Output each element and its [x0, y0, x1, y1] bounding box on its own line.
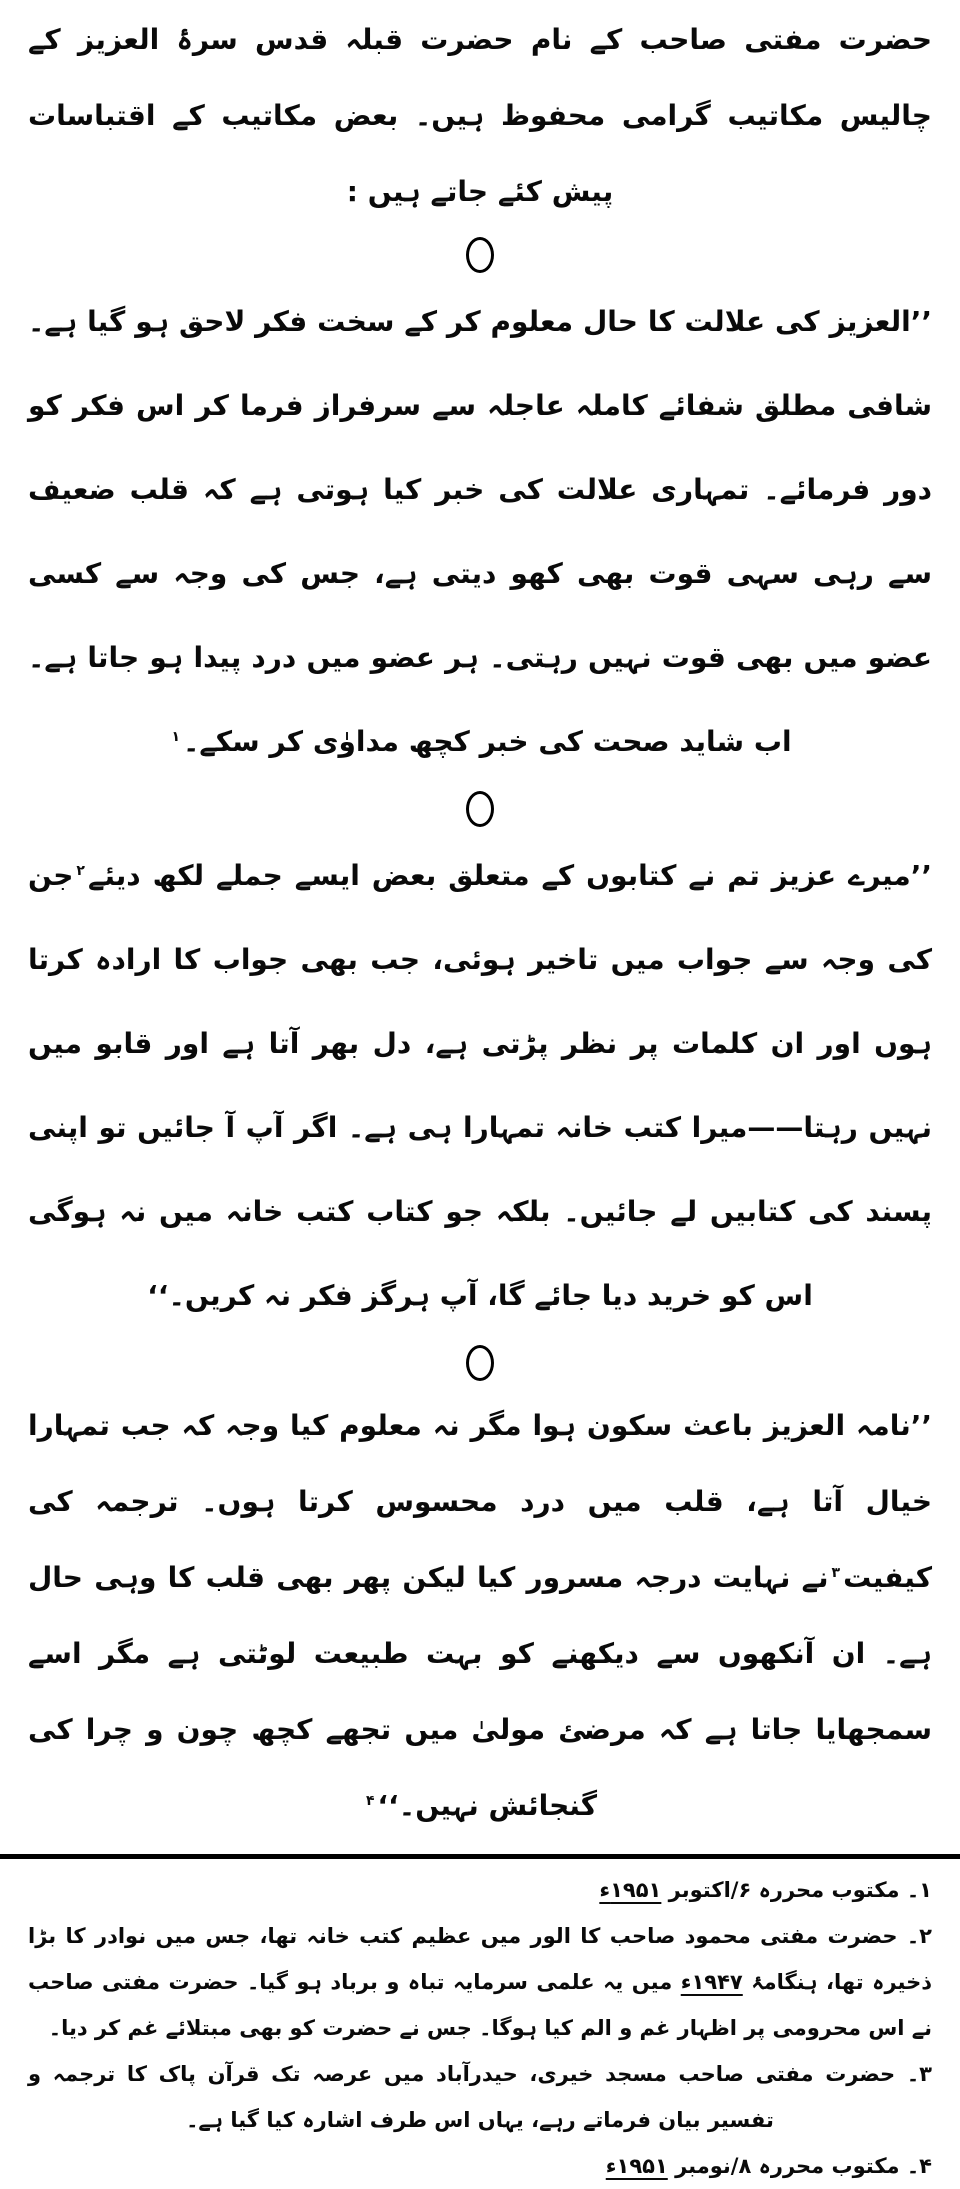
circle-outline-icon: [466, 237, 494, 273]
quote-3-text-a: ’’نامہ العزیز باعث سکون ہوا مگر نہ معلوم کیا وجہ کہ جب تمہارا خیال آتا ہے، قلب میں درد محسوس کرتا ہوں۔ ترجمہ کی کیفیت: [28, 1409, 932, 1594]
footnote-2-text: ۲۔ حضرت مفتی محمود صاحب کا الور میں عظیم کتب خانہ تھا، جس میں نوادر کا بڑا ذخیرہ تھا، ہنگامۂ: [28, 1924, 932, 1994]
footnote-ref-1: ۱: [171, 728, 180, 745]
footnote-4-year: ۱۹۵۱ء: [605, 2154, 668, 2178]
footnote-4-text: ۴۔ مکتوب محررہ ۸/نومبر: [667, 2154, 932, 2178]
intro-paragraph: [28, 2, 932, 230]
footnote-ref-2: ۲: [76, 862, 85, 879]
quote-3-text-b: نے نہایت درجہ مسرور کیا لیکن پھر بھی قلب کا وہی حال ہے۔ ان آنکھوں سے دیکھنے کو بہت طبیعت لوٹتی ہے مگر اسے سمجھایا جاتا ہے کہ مرضئ مولیٰ میں تجھے کچھ چون و چرا کی گنجائش نہیں۔‘‘: [28, 1561, 932, 1822]
footnote-2-text-end: میں یہ علمی سرمایہ تباہ و برباد ہو گیا۔ حضرت مفتی صاحب نے اس محرومی پر اظہار غم و الم کیا ہوگا۔ جس نے حضرت کو بھی مبتلائے غم کر دیا۔: [28, 1970, 932, 2040]
footnote-ref-4: ۴: [365, 1792, 375, 1809]
circle-outline-icon: [466, 1345, 494, 1381]
footnote-2-year: ۱۹۴۷ء: [680, 1970, 743, 1994]
footnote-ref-3: ۳: [831, 1564, 841, 1581]
section-separator-2: [28, 790, 932, 828]
footnote-divider: [0, 1854, 960, 1859]
footnote-item-3: [28, 2051, 932, 2143]
section-separator-1: [28, 236, 932, 274]
intro-text: حضرت مفتی صاحب کے نام حضرت قبلہ قدس سرۂ العزیز کے چالیس مکاتیب گرامی محفوظ ہیں۔ بعض مکاتیب کے اقتباسات پیش کئے جاتے ہیں :: [28, 23, 932, 208]
quote-1-text: ’’العزیز کی علالت کا حال معلوم کر کے سخت فکر لاحق ہو گیا ہے۔ شافی مطلق شفائے کاملہ عاجلہ سے سرفراز فرما کر اس فکر کو دور فرمائے۔ تمہاری علالت کی خبر کیا ہوتی ہے کہ قلب ضعیف سے رہی سہی قوت بھی کھو دیتی ہے، جس کی وجہ سے کسی عضو میں بھی قوت نہیں رہتی۔ ہر عضو میں درد پیدا ہو جاتا ہے۔ اب شاید صحت کی خبر کچھ مداوٰی کر سکے۔: [28, 305, 932, 758]
footnote-3-text: ۳۔ حضرت مفتی صاحب مسجد خیری، حیدرآباد میں عرصہ تک قرآن پاک کا ترجمہ و تفسیر بیان فرماتے رہے، یہاں اس طرف اشارہ کیا گیا ہے۔: [28, 2062, 932, 2132]
circle-outline-icon: [466, 791, 494, 827]
quote-paragraph-3: [28, 1388, 932, 1844]
footnote-1-text: ۱۔ مکتوب محررہ ۶/اکتوبر: [661, 1878, 932, 1902]
section-separator-3: [28, 1344, 932, 1382]
footnote-item-1: [28, 1867, 932, 1913]
footnotes-section: [28, 1863, 932, 2189]
footnote-item-4: [28, 2143, 932, 2189]
quote-2-text-b: جن کی وجہ سے جواب میں تاخیر ہوئی، جب بھی جواب کا ارادہ کرتا ہوں اور ان کلمات پر نظر پڑتی ہے، دل بھر آتا ہے اور قابو میں نہیں رہتا——میرا کتب خانہ تمہارا ہی ہے۔ اگر آپ آ جائیں تو اپنی پسند کی کتابیں لے جائیں۔ بلکہ جو کتاب کتب خانہ میں نہ ہوگی اس کو خرید دیا جائے گا، آپ ہرگز فکر نہ کریں۔‘‘: [28, 859, 932, 1312]
quote-paragraph-2: [28, 834, 932, 1338]
footnote-1-year: ۱۹۵۱ء: [599, 1878, 662, 1902]
quote-paragraph-1: [28, 280, 932, 784]
footnote-item-2: [28, 1913, 932, 2051]
quote-2-text-a: ’’میرے عزیز تم نے کتابوں کے متعلق بعض ایسے جملے لکھ دیئے: [87, 859, 932, 892]
